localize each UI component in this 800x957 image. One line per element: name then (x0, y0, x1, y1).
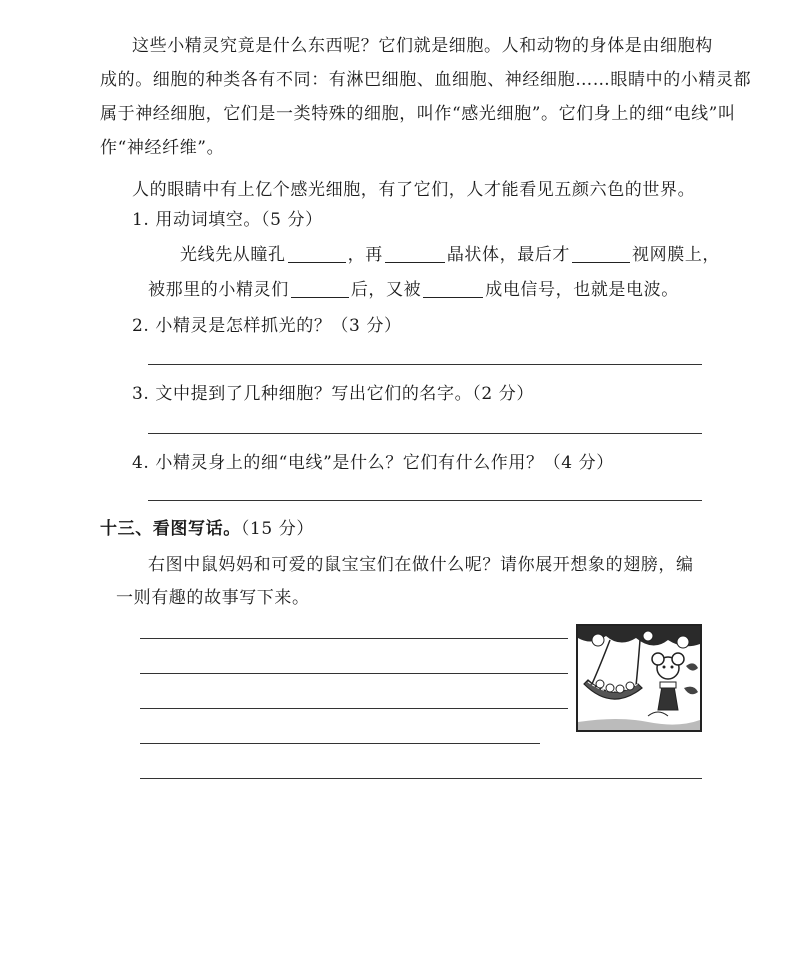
writing-line-4[interactable] (140, 743, 540, 744)
q1-text-e: 被那里的小精灵们 (148, 280, 289, 300)
writing-line-2[interactable] (140, 673, 568, 674)
passage-line-4: 作“神经纤维”。 (100, 138, 225, 158)
writing-line-1[interactable] (140, 638, 568, 639)
q1-blank-5[interactable] (423, 279, 483, 298)
mouse-swing-illustration (576, 624, 702, 732)
q1-text-b: ，再 (347, 245, 383, 265)
q1-blank-3[interactable] (572, 244, 630, 263)
question-1-line-1 (180, 243, 720, 267)
passage-paragraph-2: 人的眼睛中有上亿个感光细胞，有了它们，人才能看见五颜六色的世界。 (132, 180, 696, 200)
question-4-answer-line[interactable] (148, 500, 702, 501)
q1-text-d: 视网膜上， (632, 245, 721, 265)
question-2-answer-line[interactable] (148, 364, 702, 365)
mouse-swing-icon (578, 626, 700, 730)
passage-line-3: 属于神经细胞，它们是一类特殊的细胞，叫作“感光细胞”。它们身上的细“电线”叫 (100, 104, 736, 124)
question-4-title: 4. 小精灵身上的细“电线”是什么？它们有什么作用？（4 分） (132, 453, 614, 473)
question-3-answer-line[interactable] (148, 433, 702, 434)
q1-blank-1[interactable] (288, 244, 346, 263)
q1-text-f: 后，又被 (350, 280, 422, 300)
question-3-title: 3. 文中提到了几种细胞？写出它们的名字。（2 分） (132, 384, 534, 404)
q1-blank-4[interactable] (291, 279, 349, 298)
q1-text-c: 晶状体，最后才 (446, 245, 571, 265)
writing-line-5[interactable] (140, 778, 702, 779)
passage-line-2: 成的。细胞的种类各有不同：有淋巴细胞、血细胞、神经细胞……眼睛中的小精灵都 (100, 70, 752, 90)
section-13-prompt-line-1: 右图中鼠妈妈和可爱的鼠宝宝们在做什么呢？请你展开想象的翅膀，编 (148, 555, 694, 575)
q1-text-a: 光线先从瞳孔 (180, 245, 286, 265)
section-13-heading (100, 517, 314, 541)
passage-line-1: 这些小精灵究竟是什么东西呢？它们就是细胞。人和动物的身体是由细胞构 (132, 36, 713, 56)
section-13-points: （15 分） (240, 519, 314, 539)
question-1-line-2 (148, 278, 679, 302)
question-2-title: 2. 小精灵是怎样抓光的？（3 分） (132, 316, 402, 336)
q1-text-g: 成电信号，也就是电波。 (485, 280, 679, 300)
section-13-title: 十三、看图写话。 (100, 519, 241, 539)
q1-blank-2[interactable] (385, 244, 445, 263)
writing-line-3[interactable] (140, 708, 568, 709)
question-1-title: 1. 用动词填空。（5 分） (132, 210, 323, 230)
section-13-prompt-line-2: 一则有趣的故事写下来。 (116, 588, 310, 608)
